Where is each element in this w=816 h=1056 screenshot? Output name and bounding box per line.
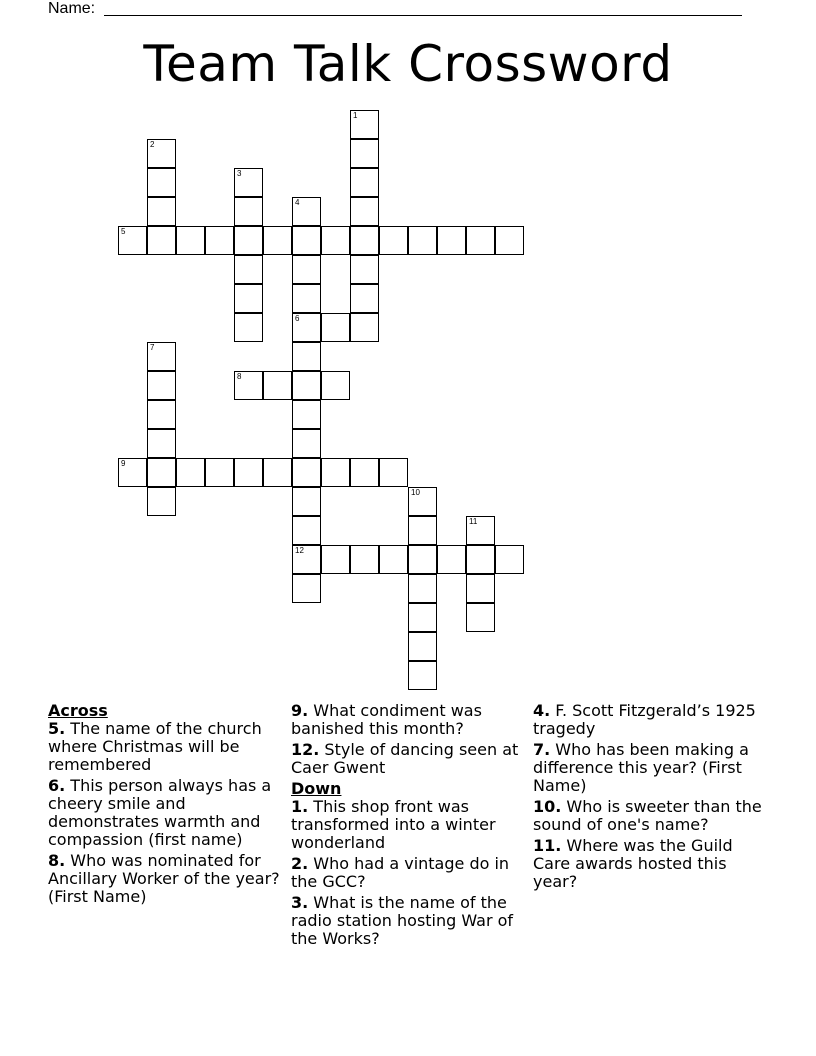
grid-cell[interactable] — [379, 226, 408, 255]
page-title: Team Talk Crossword — [143, 35, 673, 93]
clue-text: Who was nominated for Ancillary Worker of the year? (First Name) — [48, 851, 280, 906]
clue-text: Where was the Guild Care awards hosted this year? — [533, 836, 733, 891]
grid-cell[interactable] — [147, 226, 176, 255]
grid-cell[interactable] — [292, 400, 321, 429]
cell-number: 5 — [121, 227, 126, 236]
grid-cell[interactable] — [350, 226, 379, 255]
grid-cell[interactable] — [292, 342, 321, 371]
grid-cell[interactable] — [350, 458, 379, 487]
across-heading: Across — [48, 701, 108, 720]
cell-number: 2 — [150, 140, 155, 149]
grid-cell[interactable] — [263, 458, 292, 487]
name-label: Name: — [48, 0, 96, 17]
grid-cell[interactable] — [408, 487, 437, 516]
grid-cell[interactable] — [147, 342, 176, 371]
clue-number: 6. — [48, 776, 66, 795]
grid-cell[interactable] — [292, 313, 321, 342]
grid-cell[interactable] — [495, 545, 524, 574]
grid-cell[interactable] — [321, 226, 350, 255]
grid-cell[interactable] — [350, 284, 379, 313]
grid-cell[interactable] — [234, 458, 263, 487]
clue-number: 4. — [533, 701, 551, 720]
grid-cell[interactable] — [147, 400, 176, 429]
grid-cell[interactable] — [408, 603, 437, 632]
grid-cell[interactable] — [379, 545, 408, 574]
grid-cell[interactable] — [147, 197, 176, 226]
grid-cell[interactable] — [466, 516, 495, 545]
grid-cell[interactable] — [350, 313, 379, 342]
clue — [48, 852, 284, 906]
grid-cell[interactable] — [176, 226, 205, 255]
clue-text: What is the name of the radio station hosting War of the Works? — [291, 893, 514, 948]
grid-cell[interactable] — [263, 226, 292, 255]
clues-column-3 — [533, 702, 769, 894]
grid-cell[interactable] — [234, 226, 263, 255]
grid-cell[interactable] — [292, 458, 321, 487]
cell-number: 4 — [295, 198, 300, 207]
grid-cell[interactable] — [292, 255, 321, 284]
grid-cell[interactable] — [350, 139, 379, 168]
grid-cell[interactable] — [350, 197, 379, 226]
grid-cell[interactable] — [234, 255, 263, 284]
clue-number: 1. — [291, 797, 309, 816]
grid-cell[interactable] — [176, 458, 205, 487]
grid-cell[interactable] — [292, 197, 321, 226]
grid-cell[interactable] — [350, 255, 379, 284]
grid-cell[interactable] — [292, 284, 321, 313]
grid-cell[interactable] — [118, 458, 147, 487]
grid-cell[interactable] — [147, 371, 176, 400]
clue-text: The name of the church where Christmas will be remembered — [48, 719, 262, 774]
grid-cell[interactable] — [437, 226, 466, 255]
clue — [533, 702, 769, 738]
grid-cell[interactable] — [408, 226, 437, 255]
grid-cell[interactable] — [495, 226, 524, 255]
grid-cell[interactable] — [408, 632, 437, 661]
grid-cell[interactable] — [292, 429, 321, 458]
grid-cell[interactable] — [408, 516, 437, 545]
grid-cell[interactable] — [379, 458, 408, 487]
grid-cell[interactable] — [466, 603, 495, 632]
clue-number: 11. — [533, 836, 562, 855]
clue — [291, 741, 527, 777]
grid-cell[interactable] — [292, 226, 321, 255]
grid-cell[interactable] — [234, 313, 263, 342]
grid-cell[interactable] — [234, 168, 263, 197]
grid-cell[interactable] — [321, 371, 350, 400]
grid-cell[interactable] — [292, 516, 321, 545]
grid-cell[interactable] — [292, 574, 321, 603]
grid-cell[interactable] — [147, 139, 176, 168]
cell-number: 10 — [411, 488, 420, 497]
grid-cell[interactable] — [350, 545, 379, 574]
cell-number: 11 — [469, 517, 478, 526]
grid-cell[interactable] — [234, 197, 263, 226]
grid-cell[interactable] — [292, 487, 321, 516]
clue — [533, 837, 769, 891]
grid-cell[interactable] — [466, 545, 495, 574]
cell-number: 9 — [121, 459, 126, 468]
clue — [48, 720, 284, 774]
clue — [533, 741, 769, 795]
cell-number: 8 — [237, 372, 242, 381]
grid-cell[interactable] — [292, 545, 321, 574]
down-heading: Down — [291, 779, 342, 798]
grid-cell[interactable] — [205, 226, 234, 255]
grid-cell[interactable] — [321, 545, 350, 574]
clue-text: What condiment was banished this month? — [291, 701, 482, 738]
grid-cell[interactable] — [321, 458, 350, 487]
cell-number: 7 — [150, 343, 155, 352]
grid-cell[interactable] — [292, 371, 321, 400]
grid-cell[interactable] — [147, 429, 176, 458]
clue — [533, 798, 769, 834]
clue-number: 12. — [291, 740, 320, 759]
clue — [291, 798, 527, 852]
clue-number: 3. — [291, 893, 309, 912]
grid-cell[interactable] — [408, 661, 437, 690]
clue-number: 10. — [533, 797, 562, 816]
clue — [291, 855, 527, 891]
clue — [291, 702, 527, 738]
cell-number: 3 — [237, 169, 242, 178]
clue — [48, 777, 284, 849]
clue-text: Who is sweeter than the sound of one's name? — [533, 797, 762, 834]
grid-cell[interactable] — [147, 458, 176, 487]
clue-number: 7. — [533, 740, 551, 759]
clue-text: F. Scott Fitzgerald’s 1925 tragedy — [533, 701, 756, 738]
clue-number: 5. — [48, 719, 66, 738]
grid-cell[interactable] — [205, 458, 234, 487]
clue-text: Who has been making a difference this year? (First Name) — [533, 740, 749, 795]
cell-number: 1 — [353, 111, 358, 120]
grid-cell[interactable] — [321, 313, 350, 342]
cell-number: 6 — [295, 314, 300, 323]
grid-cell[interactable] — [234, 284, 263, 313]
grid-cell[interactable] — [437, 545, 466, 574]
grid-cell[interactable] — [350, 110, 379, 139]
grid-cell[interactable] — [147, 487, 176, 516]
clue — [291, 894, 527, 948]
clue-text: This shop front was transformed into a winter wonderland — [291, 797, 496, 852]
clue-number: 2. — [291, 854, 309, 873]
clue-text: Style of dancing seen at Caer Gwent — [291, 740, 519, 777]
grid-cell[interactable] — [350, 168, 379, 197]
grid-cell[interactable] — [118, 226, 147, 255]
clue-text: Who had a vintage do in the GCC? — [291, 854, 510, 891]
grid-cell[interactable] — [234, 371, 263, 400]
grid-cell[interactable] — [466, 574, 495, 603]
grid-cell[interactable] — [466, 226, 495, 255]
grid-cell[interactable] — [263, 371, 292, 400]
clues-column-2 — [291, 702, 527, 951]
grid-cell[interactable] — [408, 545, 437, 574]
grid-cell[interactable] — [408, 574, 437, 603]
clue-number: 8. — [48, 851, 66, 870]
clue-text: This person always has a cheery smile and demonstrates warmth and compassion (first name) — [48, 776, 272, 849]
cell-number: 12 — [295, 546, 304, 555]
clue-number: 9. — [291, 701, 309, 720]
clues-column-1 — [48, 702, 284, 909]
grid-cell[interactable] — [147, 168, 176, 197]
